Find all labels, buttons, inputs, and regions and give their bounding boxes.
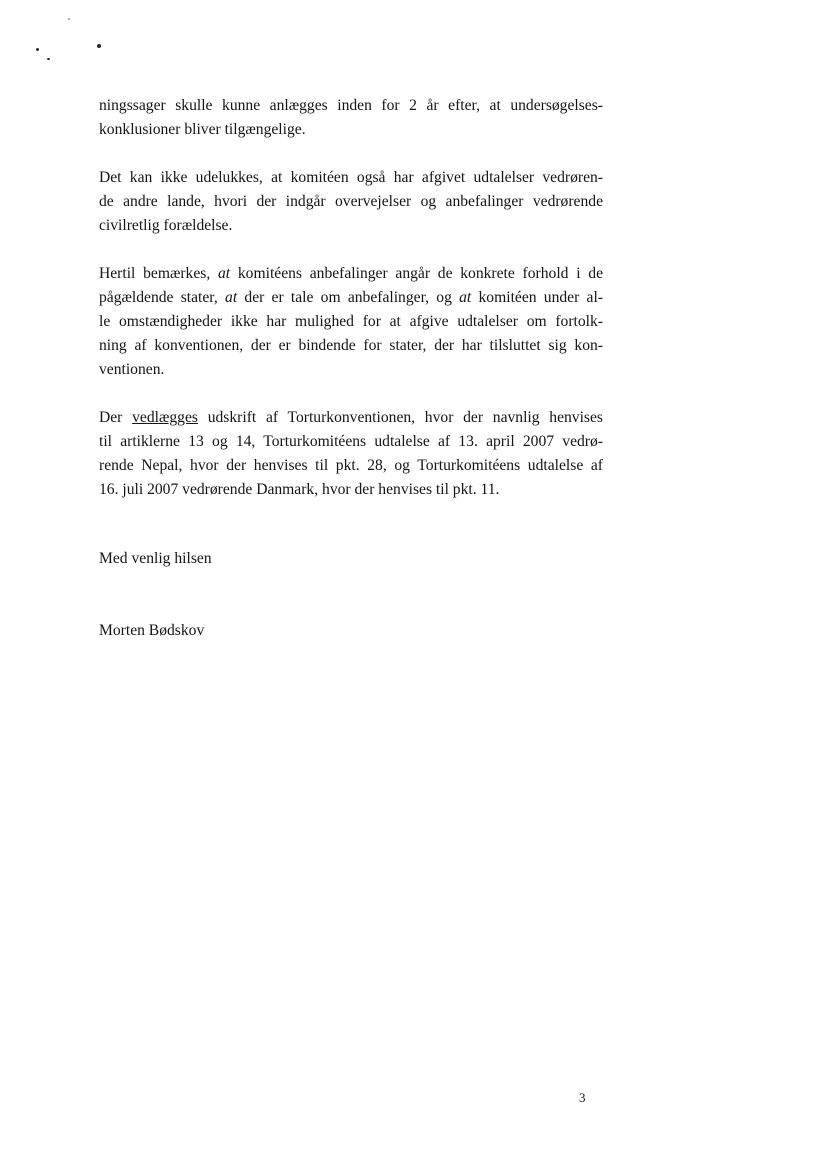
text-segment: ningssager skulle kunne anlægges inden for 2 år efter, at undersøgelses-: [99, 97, 603, 114]
scan-speck: [36, 48, 39, 51]
text-line: [99, 406, 603, 430]
paragraph: [99, 406, 603, 502]
closing-phrase: Med venlig hilsen: [99, 550, 212, 567]
scan-speck: [47, 58, 50, 60]
text-segment: Der: [99, 409, 133, 426]
emphasis-text: at: [225, 289, 238, 306]
text-segment: komitéen under al-: [471, 289, 603, 306]
text-segment: der er tale om anbefalinger, og: [237, 289, 460, 306]
text-line: [99, 358, 603, 382]
text-segment: rende Nepal, hvor der henvises til pkt. 28, og Torturkomitéens udtalelse af: [99, 457, 603, 474]
page-number: 3: [579, 1090, 586, 1105]
scan-speck: [97, 44, 101, 48]
text-segment: pågældende stater,: [99, 289, 226, 306]
text-segment: til artiklerne 13 og 14, Torturkomitéens udtalelse af 13. april 2007 vedrø-: [99, 433, 603, 450]
text-segment: Hertil bemærkes,: [99, 265, 218, 282]
paragraph: [99, 262, 603, 382]
text-line: [99, 478, 603, 502]
text-line: [99, 454, 603, 478]
text-segment: civilretlig forældelse.: [99, 217, 233, 234]
text-line: [99, 334, 603, 358]
text-segment: konklusioner bliver tilgængelige.: [99, 121, 306, 138]
letter-body: [99, 94, 603, 526]
signature-name: Morten Bødskov: [99, 622, 205, 639]
text-line: [99, 286, 603, 310]
paragraph: [99, 94, 603, 142]
text-segment: ventionen.: [99, 361, 165, 378]
text-segment: de andre lande, hvori der indgår overvejelser og anbefalinger vedrørende: [99, 193, 603, 210]
text-segment: ning af konventionen, der er bindende for stater, der har tilsluttet sig kon-: [99, 337, 603, 354]
text-segment: komitéens anbefalinger angår de konkrete forhold i de: [230, 265, 603, 282]
scan-speck: [68, 18, 70, 20]
text-line: [99, 430, 603, 454]
text-line: [99, 190, 603, 214]
text-line: [99, 214, 603, 238]
text-line: [99, 166, 603, 190]
text-line: [99, 118, 603, 142]
underlined-text: vedlægges: [132, 409, 198, 426]
emphasis-text: at: [218, 265, 231, 282]
text-line: [99, 262, 603, 286]
text-segment: 16. juli 2007 vedrørende Danmark, hvor der henvises til pkt. 11.: [99, 481, 500, 498]
paragraph: [99, 166, 603, 238]
text-line: [99, 310, 603, 334]
text-line: [99, 94, 603, 118]
text-segment: udskrift af Torturkonventionen, hvor der navnlig henvises: [197, 409, 603, 426]
text-segment: le omstændigheder ikke har mulighed for at afgive udtalelser om fortolk-: [99, 313, 603, 330]
text-segment: Det kan ikke udelukkes, at komitéen også har afgivet udtalelser vedrøren-: [99, 169, 603, 186]
emphasis-text: at: [459, 289, 472, 306]
